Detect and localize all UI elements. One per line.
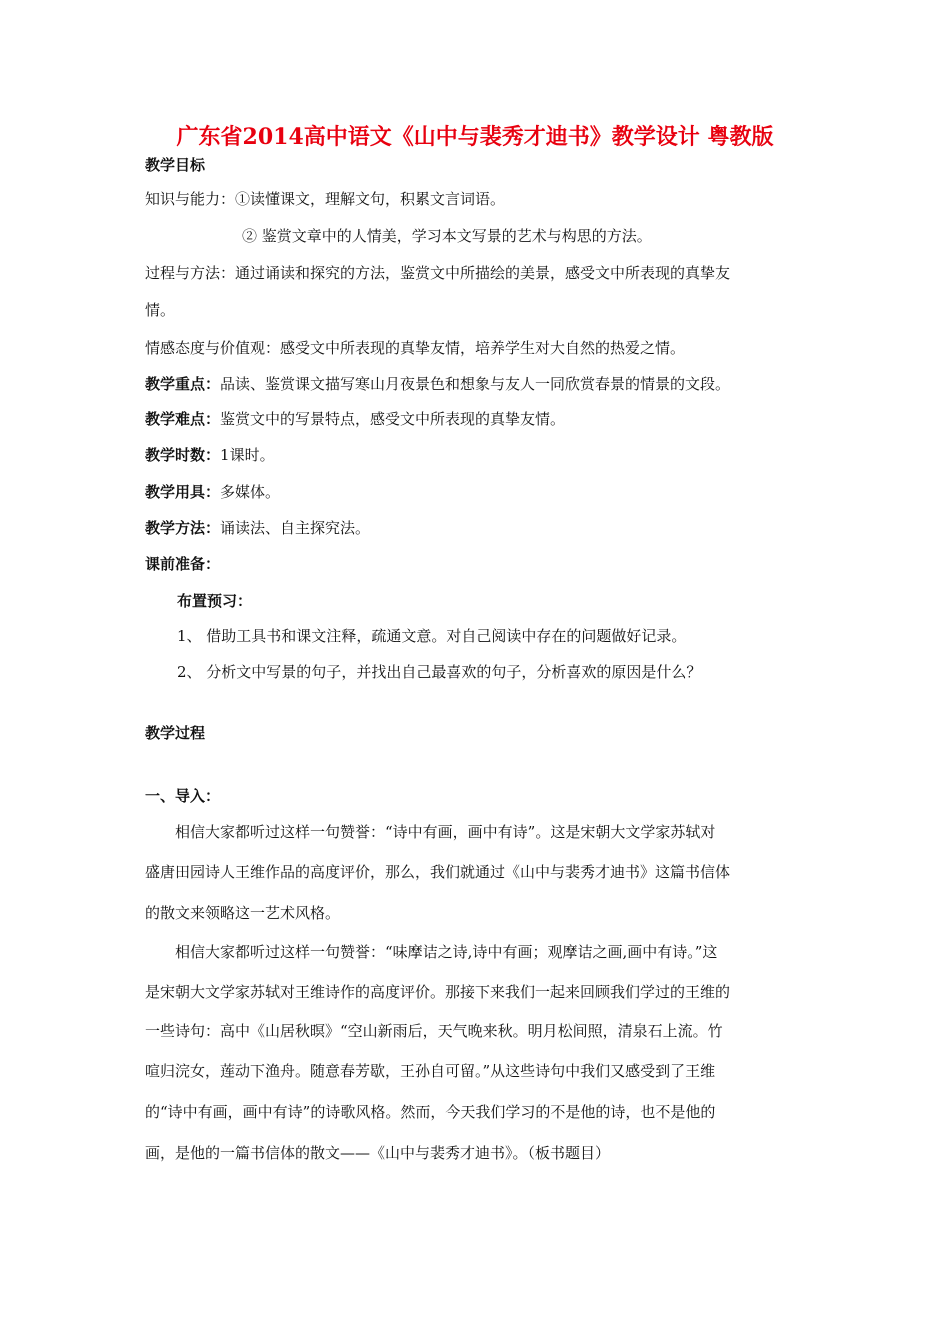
- section-intro-heading: 一、导入：: [145, 787, 221, 805]
- info-separator: ：: [205, 410, 221, 428]
- info-tools: [145, 481, 280, 503]
- info-separator: ：: [205, 483, 221, 501]
- info-value: 鉴赏文中的写景特点，感受文中所表现的真挚友情。: [220, 410, 566, 428]
- paragraph-line: 的“诗中有画，画中有诗”的诗歌风格。然而，今天我们学习的不是他的诗，也不是他的: [145, 1103, 716, 1121]
- goals-heading: 教学目标: [145, 156, 206, 174]
- info-key-points: [145, 373, 730, 395]
- goal-process-line-2: 情。: [145, 301, 176, 319]
- process-heading: 教学过程: [145, 724, 206, 742]
- paragraph-line: 相信大家都听过这样一句赞誉：“诗中有画，画中有诗”。这是宋朝大文学家苏轼对: [145, 823, 716, 841]
- info-label: 教学难点: [145, 410, 206, 428]
- info-value: 1课时。: [220, 446, 275, 464]
- paragraph-line: 是宋朝大文学家苏轼对王维诗作的高度评价。那接下来我们一起来回顾我们学过的王维的: [145, 983, 731, 1001]
- paragraph-line: 相信大家都听过这样一句赞誉：“味摩诘之诗,诗中有画；观摩诘之画,画中有诗。”这: [145, 943, 718, 961]
- info-value: 多媒体。: [220, 483, 281, 501]
- info-hours: [145, 444, 275, 466]
- paragraph-line: 一些诗句：高中《山居秋暝》“空山新雨后，天气晚来秋。明月松间照，清泉石上流。竹: [145, 1022, 723, 1040]
- goal-process-line-1: 过程与方法：通过诵读和探究的方法，鉴赏文中所描绘的美景，感受文中所表现的真挚友: [145, 264, 731, 282]
- info-difficulties: [145, 408, 565, 430]
- info-label: 教学方法: [145, 519, 206, 537]
- paragraph-line: 喧归浣女，莲动下渔舟。随意春芳歇，王孙自可留。”从这些诗句中我们又感受到了王维: [145, 1062, 716, 1080]
- prep-item: 1、 借助工具书和课文注释，疏通文意。对自己阅读中存在的问题做好记录。: [177, 627, 687, 645]
- prep-item: 2、 分析文中写景的句子，并找出自己最喜欢的句子，分析喜欢的原因是什么？: [177, 663, 702, 681]
- info-label: 教学用具: [145, 483, 206, 501]
- info-label: 教学时数: [145, 446, 206, 464]
- paragraph-line: 画，是他的一篇书信体的散文——《山中与裴秀才迪书》。（板书题目）: [145, 1144, 611, 1162]
- info-separator: ：: [205, 519, 221, 537]
- info-label: 教学重点: [145, 375, 206, 393]
- prep-subheading: 布置预习：: [177, 592, 253, 610]
- info-separator: ：: [205, 375, 221, 393]
- info-value: 品读、鉴赏课文描写寒山月夜景色和想象与友人一同欣赏春景的情景的文段。: [220, 375, 731, 393]
- paragraph-line: 的散文来领略这一艺术风格。: [145, 904, 341, 922]
- info-methods: [145, 517, 370, 539]
- goal-emotion: 情感态度与价值观：感受文中所表现的真挚友情，培养学生对大自然的热爱之情。: [145, 339, 686, 357]
- info-value: 诵读法、自主探究法。: [220, 519, 371, 537]
- info-separator: ：: [205, 446, 221, 464]
- prep-heading: 课前准备：: [145, 555, 221, 573]
- goal-knowledge-line-2: ② 鉴赏文章中的人情美，学习本文写景的艺术与构思的方法。: [242, 227, 652, 245]
- document-title: 广东省2014高中语文《山中与裴秀才迪书》教学设计 粤教版: [176, 124, 774, 150]
- goal-knowledge-line-1: 知识与能力：①读懂课文，理解文句，积累文言词语。: [145, 190, 506, 208]
- paragraph-line: 盛唐田园诗人王维作品的高度评价，那么，我们就通过《山中与裴秀才迪书》这篇书信体: [145, 863, 731, 881]
